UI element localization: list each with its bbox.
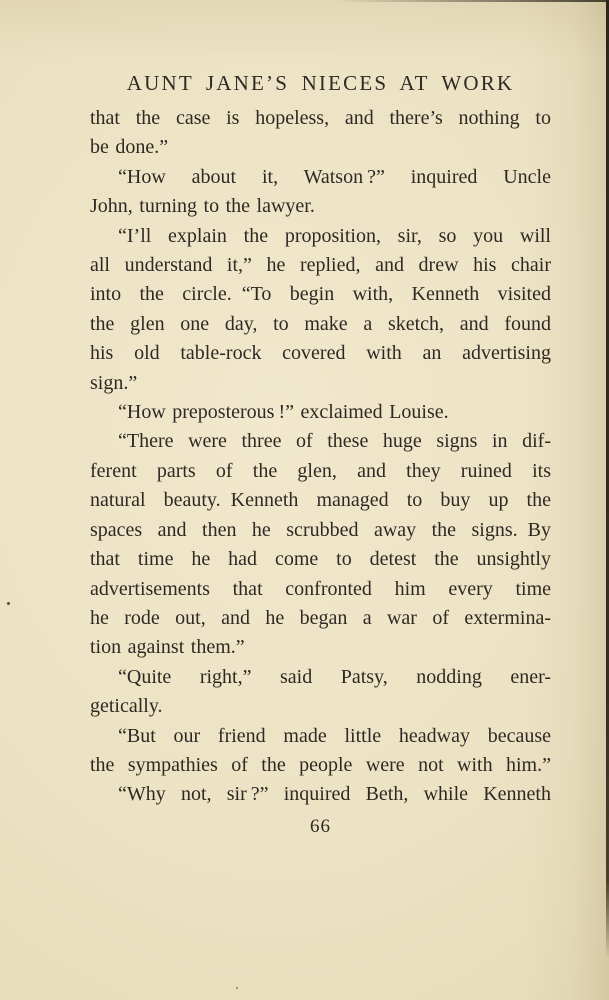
text-line: getically.	[90, 695, 163, 718]
paper-speck	[236, 987, 238, 989]
text-line: advertisements that confronted him every time	[90, 577, 551, 600]
text-line: “I’ll explain the proposition, sir, so you will	[118, 224, 551, 247]
text-line: “Why not, sir ?” inquired Beth, while Kenneth	[118, 783, 551, 806]
text-line: the sympathies of the people were not with him.”	[90, 753, 551, 776]
text-line: that the case is hopeless, and there’s nothing to	[90, 107, 551, 129]
body-text	[90, 104, 551, 810]
text-line: be done.”	[90, 136, 169, 159]
text-line: John, turning to the lawyer.	[90, 195, 315, 218]
text-line: that time he had come to detest the unsightly	[90, 548, 551, 571]
text-line: spaces and then he scrubbed away the signs. By	[90, 518, 551, 541]
page-edge-shadow-top	[335, 0, 609, 2]
text-line: natural beauty. Kenneth managed to buy up the	[90, 489, 551, 512]
text-line: “How about it, Watson ?” inquired Uncle	[118, 165, 551, 188]
running-header: AUNT JANE’S NIECES AT WORK	[126, 71, 515, 95]
text-line: the glen one day, to make a sketch, and found	[90, 312, 551, 335]
text-line: “Quite right,” said Patsy, nodding ener-	[118, 665, 551, 688]
text-line: “How preposterous !” exclaimed Louise.	[118, 401, 449, 424]
text-line: sign.”	[90, 371, 138, 394]
page-content	[90, 0, 551, 1000]
text-line: tion against them.”	[90, 636, 245, 659]
text-line: ferent parts of the glen, and they ruined its	[90, 459, 551, 482]
paper-speck	[7, 602, 10, 605]
text-line: all understand it,” he replied, and drew his chair	[90, 254, 551, 277]
page-number: 66	[310, 816, 331, 837]
text-line: into the circle. “To begin with, Kenneth visited	[90, 283, 551, 306]
text-line: he rode out, and he began a war of extermina-	[90, 606, 551, 629]
text-line: “But our friend made little headway because	[118, 724, 551, 747]
text-line: “There were three of these huge signs in dif-	[118, 430, 551, 453]
text-line: his old table-rock covered with an advertising	[90, 342, 551, 365]
